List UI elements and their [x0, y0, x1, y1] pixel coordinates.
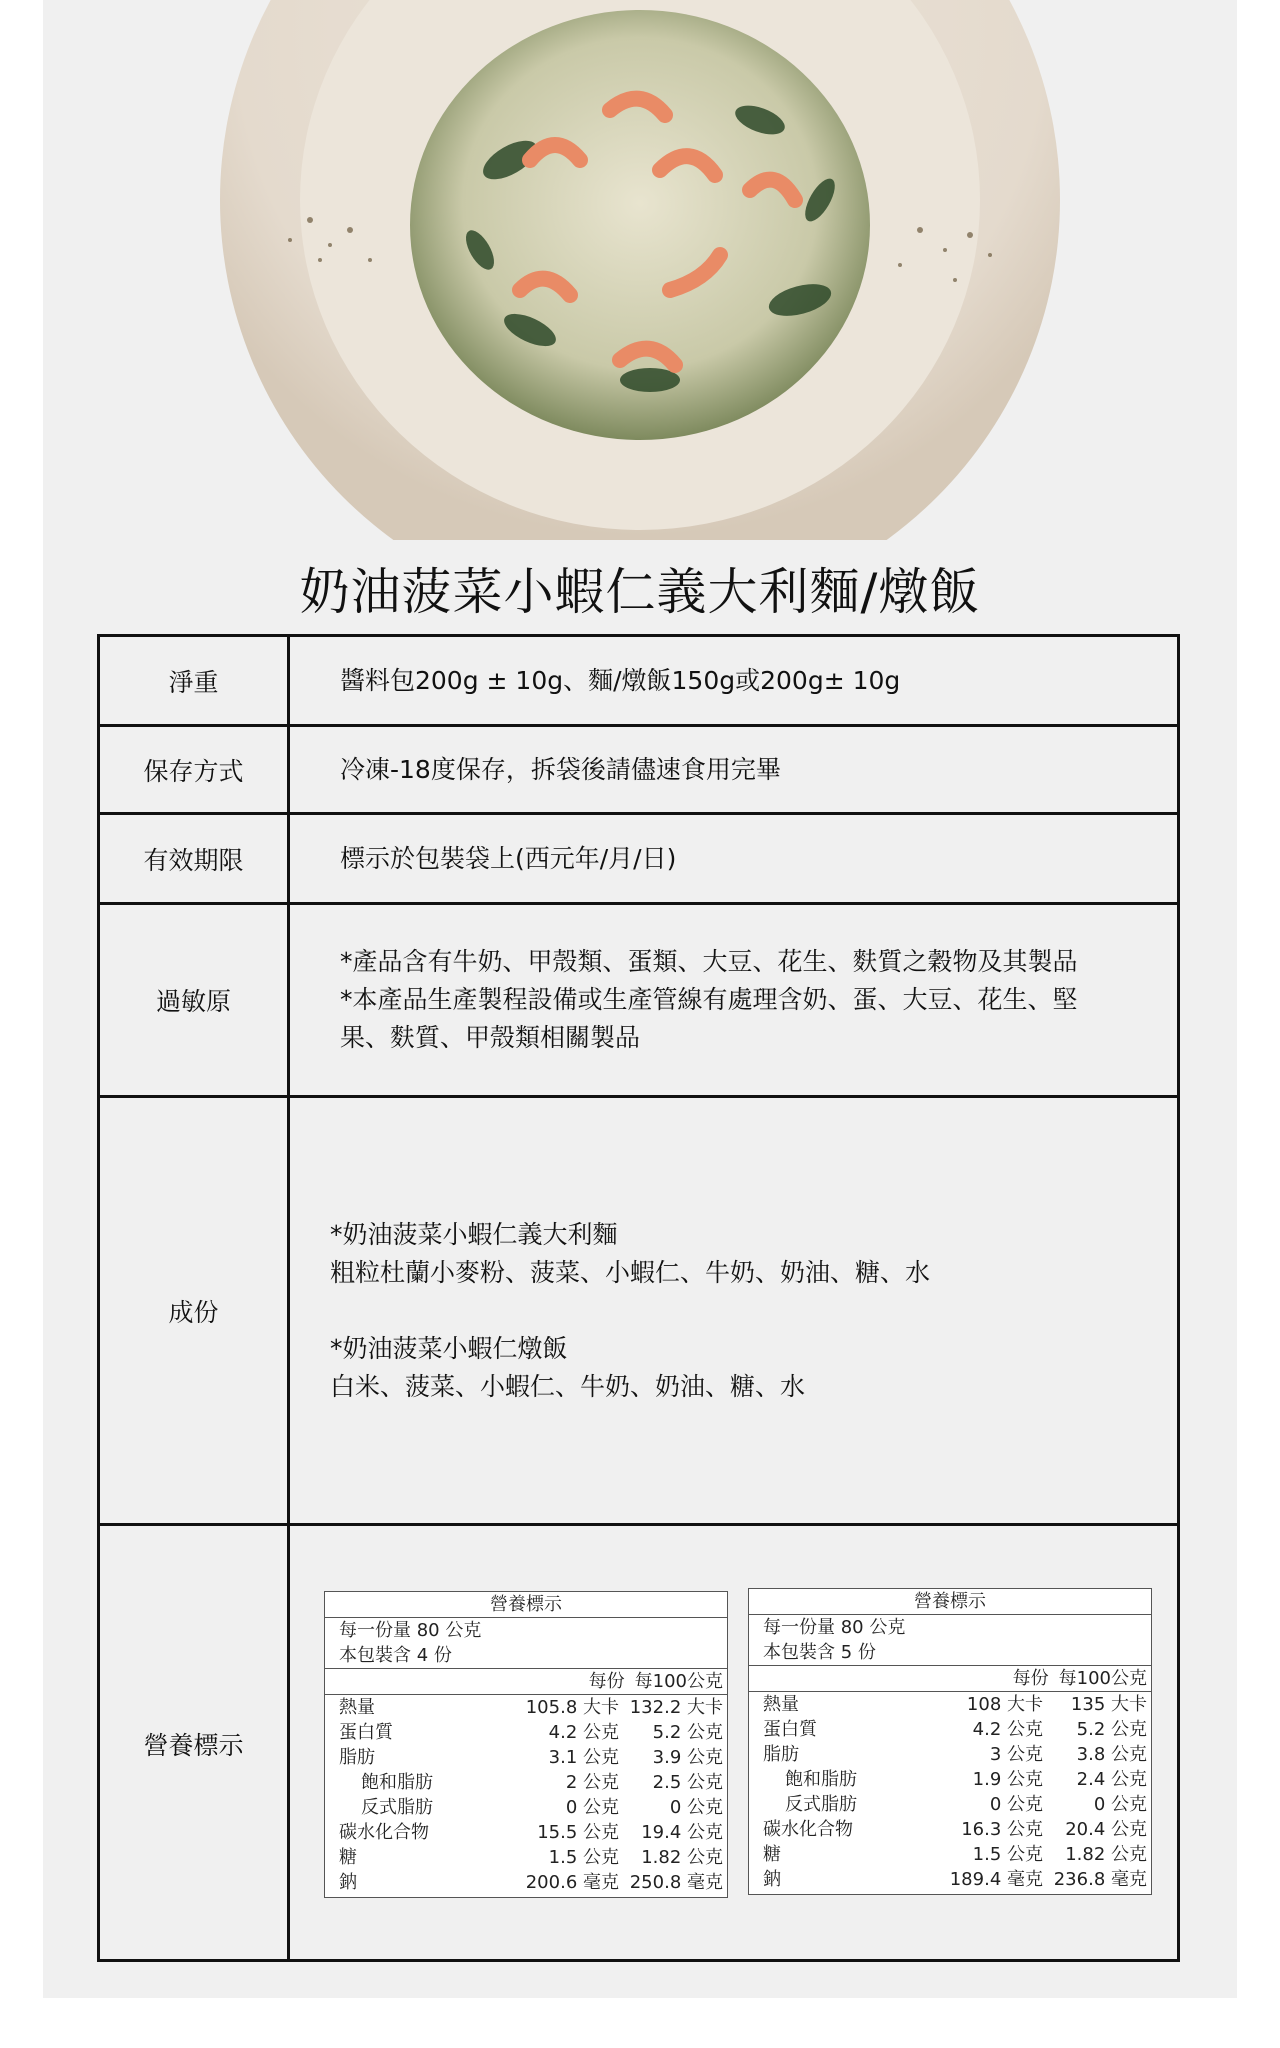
- nutrition-row: [339, 1695, 723, 1720]
- serving-size: 每一份量 80 公克: [339, 1620, 482, 1641]
- ingredient-title: *奶油菠菜小蝦仁義大利麵: [330, 1219, 618, 1249]
- nutrient-name: 碳水化合物: [339, 1822, 429, 1843]
- nutrient-name: 糖: [763, 1844, 781, 1865]
- ingredient-block-risotto: [330, 1330, 1177, 1406]
- nutrient-per-serving: 200.6 毫克: [525, 1872, 619, 1893]
- nutrient-per-100g: 2.4 公克: [1076, 1769, 1147, 1790]
- nutrition-row: [763, 1817, 1147, 1842]
- spec-line: *本產品生產製程設備或生產管線有處理含奶、蛋、大豆、花生、堅: [340, 985, 1078, 1014]
- spec-table: [97, 634, 1180, 1962]
- nutrition-row: [763, 1692, 1147, 1717]
- column-per-100g: 每100公克: [1058, 1668, 1147, 1689]
- nutrition-rows: [325, 1695, 727, 1897]
- nutrition-row: [763, 1867, 1147, 1892]
- spec-row-ingredients: [100, 1098, 1177, 1526]
- nutrient-per-serving: 15.5 公克: [537, 1822, 619, 1843]
- nutrition-table-title: 營養標示: [325, 1592, 727, 1618]
- nutrient-per-100g: 132.2 大卡: [629, 1697, 723, 1718]
- nutrient-per-serving: 3.1 公克: [548, 1747, 619, 1768]
- servings-per-pack: 本包裝含 5 份: [763, 1642, 876, 1663]
- nutrient-per-100g: 5.2 公克: [1076, 1719, 1147, 1740]
- nutrient-per-serving: 2 公克: [565, 1772, 619, 1793]
- nutrient-per-serving: 105.8 大卡: [525, 1697, 619, 1718]
- nutrient-name: 反式脂肪: [785, 1794, 857, 1815]
- nutrient-per-serving: 108 大卡: [966, 1694, 1043, 1715]
- nutrient-name: 脂肪: [763, 1744, 799, 1765]
- nutrition-table-title: 營養標示: [749, 1589, 1151, 1615]
- spec-line: *產品含有牛奶、甲殼類、蛋類、大豆、花生、麩質之穀物及其製品: [340, 947, 1078, 976]
- nutrient-per-100g: 1.82 公克: [1065, 1844, 1147, 1865]
- servings-per-pack: 本包裝含 4 份: [339, 1645, 452, 1666]
- nutrition-meta: [325, 1618, 727, 1669]
- nutrient-per-100g: 250.8 毫克: [629, 1872, 723, 1893]
- nutrient-per-100g: 20.4 公克: [1065, 1819, 1147, 1840]
- spec-line: 醬料包200g ± 10g、麵/燉飯150g或200g± 10g: [340, 665, 901, 695]
- spec-value: [290, 905, 1177, 1095]
- product-photo: [200, 0, 1080, 540]
- spec-value: [290, 815, 1177, 902]
- spec-value: [290, 1098, 1177, 1523]
- spec-label: 過敏原: [100, 905, 290, 1095]
- column-per-100g: 每100公克: [634, 1671, 723, 1692]
- nutrient-name: 蛋白質: [763, 1719, 817, 1740]
- nutrition-row: [339, 1745, 723, 1770]
- nutrient-name: 碳水化合物: [763, 1819, 853, 1840]
- ingredient-block-pasta: [330, 1216, 1177, 1292]
- nutrition-row: [339, 1845, 723, 1870]
- nutrition-column-headers: [749, 1666, 1151, 1692]
- product-title: 奶油菠菜小蝦仁義大利麵/燉飯: [299, 563, 981, 621]
- nutrition-row: [763, 1767, 1147, 1792]
- nutrient-per-serving: 16.3 公克: [961, 1819, 1043, 1840]
- nutrition-row: [763, 1792, 1147, 1817]
- spec-line: 冷凍-18度保存，拆袋後請儘速食用完畢: [340, 754, 781, 784]
- nutrient-per-100g: 236.8 毫克: [1053, 1869, 1147, 1890]
- nutrition-row: [339, 1795, 723, 1820]
- nutrition-tables: [290, 1526, 1177, 1962]
- nutrient-name: 脂肪: [339, 1747, 375, 1768]
- spec-label: 保存方式: [100, 727, 290, 812]
- ingredient-list: 粗粒杜蘭小麥粉、菠菜、小蝦仁、牛奶、奶油、糖、水: [330, 1257, 931, 1287]
- nutrient-name: 蛋白質: [339, 1722, 393, 1743]
- spec-line: 果、麩質、甲殼類相關製品: [340, 1023, 641, 1052]
- nutrient-per-100g: 0 公克: [669, 1797, 723, 1818]
- nutrient-name: 熱量: [339, 1697, 375, 1718]
- nutrition-row: [339, 1770, 723, 1795]
- ingredient-list: 白米、菠菜、小蝦仁、牛奶、奶油、糖、水: [330, 1371, 806, 1401]
- nutrient-per-serving: 4.2 公克: [548, 1722, 619, 1743]
- nutrient-per-100g: 3.8 公克: [1076, 1744, 1147, 1765]
- nutrition-row: [763, 1717, 1147, 1742]
- spec-label: 有效期限: [100, 815, 290, 902]
- spec-label: 成份: [100, 1098, 290, 1523]
- nutrition-rows: [749, 1692, 1151, 1894]
- nutrition-table-pasta: [324, 1591, 728, 1898]
- nutrient-per-serving: 189.4 毫克: [949, 1869, 1043, 1890]
- nutrition-row: [339, 1820, 723, 1845]
- nutrient-per-serving: 1.9 公克: [972, 1769, 1043, 1790]
- nutrient-name: 糖: [339, 1847, 357, 1868]
- ingredient-title: *奶油菠菜小蝦仁燉飯: [330, 1333, 568, 1363]
- nutrition-row: [763, 1742, 1147, 1767]
- nutrition-row: [763, 1842, 1147, 1867]
- nutrient-per-100g: 5.2 公克: [652, 1722, 723, 1743]
- column-per-serving: 每份: [1012, 1668, 1049, 1689]
- nutrition-meta: [749, 1615, 1151, 1666]
- nutrient-per-serving: 0 公克: [565, 1797, 619, 1818]
- nutrient-name: 鈉: [763, 1869, 781, 1890]
- nutrient-per-100g: 19.4 公克: [641, 1822, 723, 1843]
- nutrient-name: 飽和脂肪: [361, 1772, 433, 1793]
- spec-row-allergens: [100, 905, 1177, 1098]
- serving-size: 每一份量 80 公克: [763, 1617, 906, 1638]
- spec-row-nutrition: [100, 1526, 1177, 1962]
- nutrient-per-serving: 3 公克: [989, 1744, 1043, 1765]
- nutrition-column-headers: [325, 1669, 727, 1695]
- nutrient-per-serving: 0 公克: [989, 1794, 1043, 1815]
- nutrient-per-serving: 4.2 公克: [972, 1719, 1043, 1740]
- nutrient-name: 熱量: [763, 1694, 799, 1715]
- column-per-serving: 每份: [588, 1671, 625, 1692]
- nutrient-name: 反式脂肪: [361, 1797, 433, 1818]
- nutrient-per-100g: 1.82 公克: [641, 1847, 723, 1868]
- nutrient-per-100g: 135 大卡: [1070, 1694, 1147, 1715]
- spec-value: [290, 727, 1177, 812]
- spec-row-expiry: [100, 815, 1177, 905]
- spec-label: 淨重: [100, 637, 290, 724]
- spec-value: [290, 637, 1177, 724]
- nutrient-per-serving: 1.5 公克: [972, 1844, 1043, 1865]
- spec-label: 營養標示: [100, 1526, 290, 1962]
- nutrient-per-100g: 0 公克: [1093, 1794, 1147, 1815]
- nutrient-name: 飽和脂肪: [785, 1769, 857, 1790]
- nutrient-name: 鈉: [339, 1872, 357, 1893]
- nutrient-per-100g: 2.5 公克: [652, 1772, 723, 1793]
- nutrition-row: [339, 1720, 723, 1745]
- spec-row-storage: [100, 727, 1177, 815]
- nutrition-row: [339, 1870, 723, 1895]
- spec-line: 標示於包裝袋上(西元年/月/日): [340, 843, 677, 873]
- nutrient-per-100g: 3.9 公克: [652, 1747, 723, 1768]
- nutrient-per-serving: 1.5 公克: [548, 1847, 619, 1868]
- spec-row-net-weight: [100, 637, 1177, 727]
- nutrition-table-risotto: [748, 1588, 1152, 1895]
